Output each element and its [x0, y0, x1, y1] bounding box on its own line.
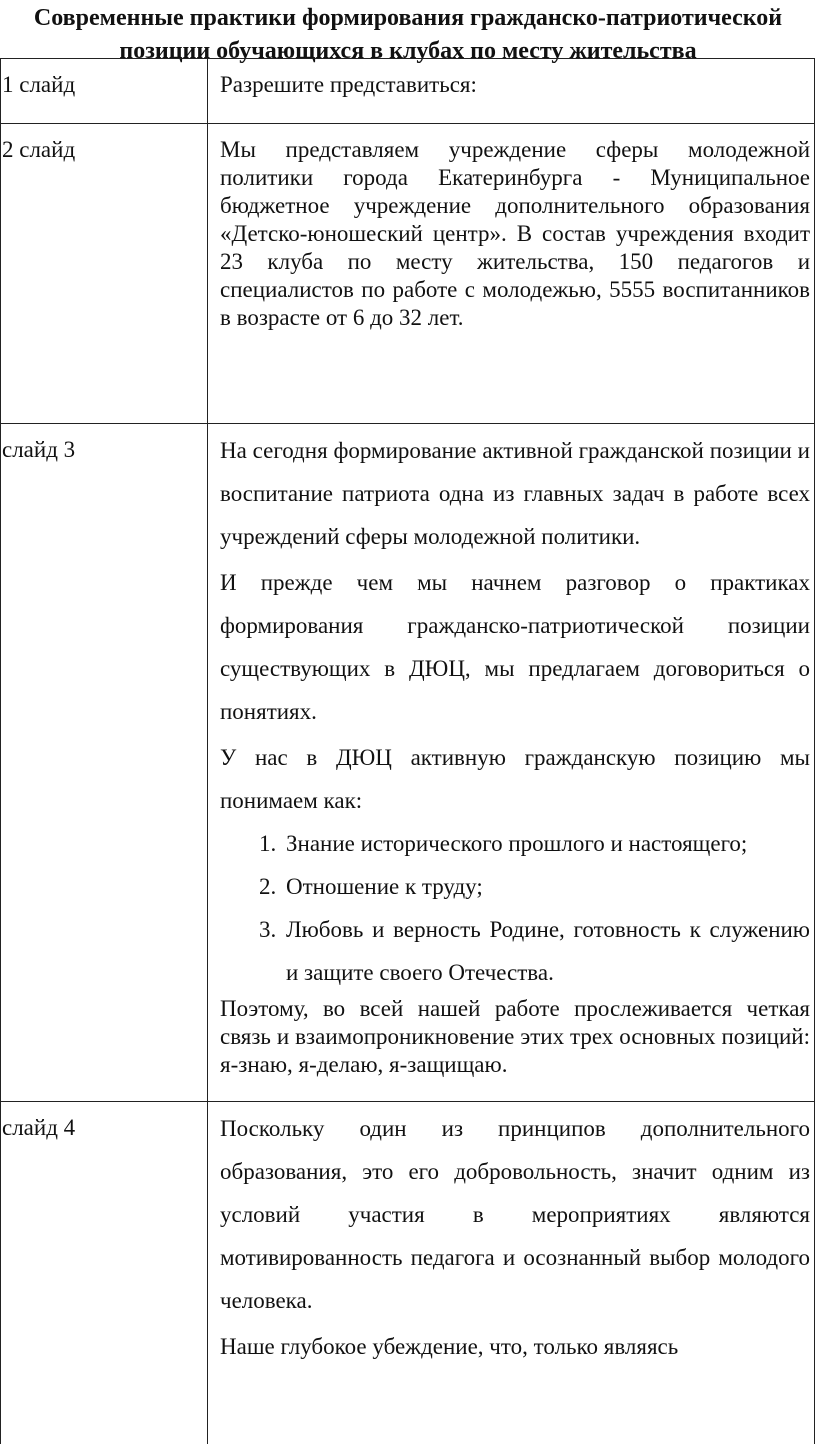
title-line-2: позиции обучающихся в клубах по месту жительства — [119, 38, 696, 64]
title-line-1: Современные практики формирования гражданско-патриотической — [34, 5, 782, 31]
slide-text — [208, 424, 815, 1102]
slide-label: слайд 4 — [1, 1102, 208, 1444]
slide-text — [208, 124, 815, 424]
paragraph: У нас в ДЮЦ активную гражданскую позицию мы понимаем как: — [220, 736, 810, 822]
list-item: 2. Отношение к труду; — [282, 865, 810, 908]
table-row — [1, 1102, 815, 1444]
paragraph: Наше глубокое убеждение, что, только являясь — [220, 1325, 810, 1368]
slide-label: слайд 3 — [1, 424, 208, 1102]
slide-label: 1 слайд — [1, 59, 208, 124]
paragraph: И прежде чем мы начнем разговор о практиках формирования гражданско-патриотической позиции существующих в ДЮЦ, мы предлагаем договориться о понятиях. — [220, 561, 810, 733]
list-item: 1. Знание исторического прошлого и настоящего; — [282, 822, 810, 865]
slides-table — [0, 58, 815, 1444]
table-row — [1, 124, 815, 424]
slide-text — [208, 59, 815, 124]
numbered-list — [220, 822, 810, 994]
paragraph: На сегодня формирование активной гражданской позиции и воспитание патриота одна из главных задач в работе всех учреждений сферы молодежной политики. — [220, 429, 810, 558]
paragraph: Разрешите представиться: — [220, 71, 810, 99]
slide-text — [208, 1102, 815, 1444]
table-row — [1, 424, 815, 1102]
table-row — [1, 59, 815, 124]
document-page — [0, 0, 816, 68]
paragraph: Поскольку один из принципов дополнительного образования, это его добровольность, значит одним из условий участия в мероприятиях являются мотивированность педагога и осознанный выбор молодого человека. — [220, 1107, 810, 1322]
slide-label: 2 слайд — [1, 124, 208, 424]
list-item: 3. Любовь и верность Родине, готовность к служению и защите своего Отечества. — [282, 908, 810, 994]
paragraph: Поэтому, во всей нашей работе прослеживается четкая связь и взаимопроникновение этих трех основных позиций: я-знаю, я-делаю, я-защищаю. — [220, 995, 810, 1079]
paragraph: Мы представляем учреждение сферы молодежной политики города Екатеринбурга - Муниципальное бюджетное учреждение дополнительного образования «Детско-юношеский центр». В состав учреждения входит 23 клуба по месту жительства, 150 педагогов и специалистов по работе с молодежью, 5555 воспитанников в возрасте от 6 до 32 лет. — [220, 136, 810, 332]
